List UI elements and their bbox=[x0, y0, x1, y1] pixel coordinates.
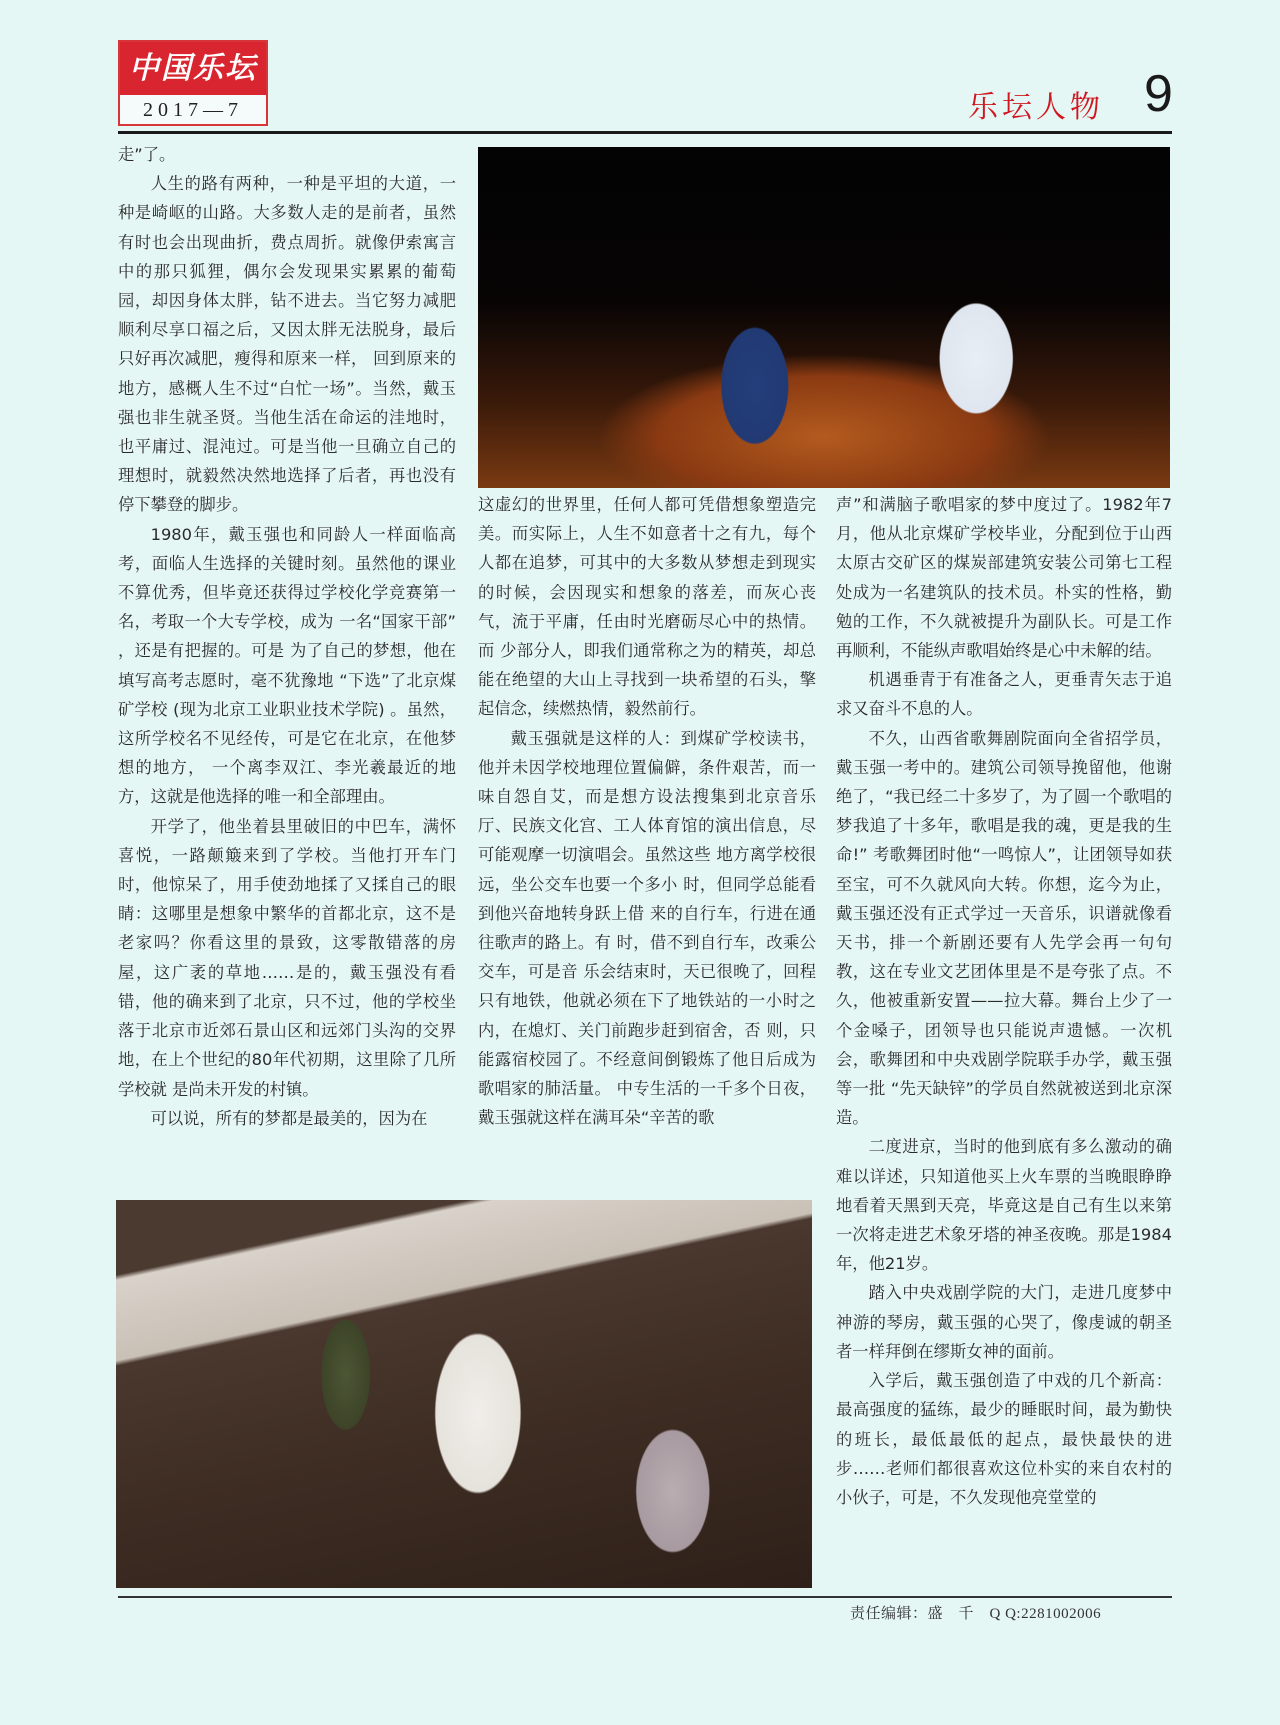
footer-divider bbox=[118, 1596, 1172, 1598]
bottom-stage-photo bbox=[116, 1200, 812, 1588]
article-column-3 bbox=[836, 490, 1172, 1512]
paragraph: 机遇垂青于有准备之人，更垂青矢志于追求又奋斗不息的人。 bbox=[836, 670, 1172, 719]
paragraph: 二度进京，当时的他到底有多么激动的确难以详述，只知道他买上火车票的当晚眼睁睁地看着天黑到天亮，毕竟这是自己有生以来第一次将走进艺术象牙塔的神圣夜晚。那是1984年，他21岁。 bbox=[836, 1137, 1172, 1274]
paragraph: 可以说，所有的梦都是最美的，因为在 bbox=[150, 1108, 428, 1128]
paragraph: 不久，山西省歌舞剧院面向全省招学员，戴玉强一考中的。建筑公司领导挽留他，他谢绝了，“我已经二十多岁了，为了圆一个歌唱的梦我追了十多年，歌唱是我的魂，更是我的生命!” 考歌舞团时他“一鸣惊人”，让团领导如获至宝，可不久就风向大转。你想，迄今为止，戴玉强还没有正式学过一天音乐，识谱就像看天书，排一个新剧还要有人先学会再一句句教，这在专业文艺团体里是不是夸张了点。不久，他被重新安置——拉大幕。舞台上少了一个金嗓子，团领导也只能说声遗憾。一次机会，歌舞团和中央戏剧学院联手办学，戴玉强等一批 “先天缺锌”的学员自然就被送到北京深造。 bbox=[836, 728, 1172, 1128]
paragraph: 走”了。 bbox=[118, 145, 176, 164]
paragraph: 1980年，戴玉强也和同龄人一样面临高考，面临人生选择的关键时刻。虽然他的课业不算优秀，但毕竟还获得过学校化学竞赛第一名，考取一个大专学校，成为 一名“国家干部” ，还是有把握的。可是 为了自己的梦想，他在填写高考志愿时，毫不犹豫地 “下选”了北京煤矿学校 (现为北京工业职业技术学院) 。虽然，这所学校名不见经传，可是它在北京，在他梦想的地方， 一个离李双江、李光羲最近的地方，这就是他选择的唯一和全部理由。 bbox=[118, 524, 456, 807]
paragraph: 开学了，他坐着县里破旧的中巴车，满怀喜悦，一路颠簸来到了学校。当他打开车门时，他惊呆了，用手使劲地揉了又揉自己的眼睛：这哪里是想象中繁华的首都北京，这不是老家吗？你看这里的景致，这零散错落的房屋，这广袤的草地……是的，戴玉强没有看错，他的确来到了北京，只不过，他的学校坐落于北京市近郊石景山区和远郊门头沟的交界地，在上个世纪的80年代初期，这里除了几所学校就 是尚未开发的村镇。 bbox=[118, 816, 456, 1099]
paragraph: 声”和满脑子歌唱家的梦中度过了。1982年7月，他从北京煤矿学校毕业，分配到位于山西太原古交矿区的煤炭部建筑安装公司第七工程处成为一名建筑队的技术员。朴实的性格，勤勉的工作，不久就被提升为副队长。可是工作再顺利，不能纵声歌唱始终是心中未解的结。 bbox=[836, 495, 1172, 661]
article-column-2 bbox=[478, 490, 816, 1132]
top-stage-photo bbox=[478, 147, 1170, 488]
masthead-logo bbox=[118, 40, 268, 126]
paragraph: 戴玉强就是这样的人：到煤矿学校读书，他并未因学校地理位置偏僻，条件艰苦，而一味自怨自艾，而是想方设法搜集到北京音乐厅、民族文化宫、工人体育馆的演出信息，尽可能观摩一切演唱会。虽然这些 地方离学校很远，坐公交车也要一个多小 时，但同学总能看到他兴奋地转身跃上借 来的自行车，行进在通往歌声的路上。有 时，借不到自行车，改乘公交车，可是音 乐会结束时，天已很晚了，回程只有地铁，他就必须在下了地铁站的一小时之内，在熄灯、关门前跑步赶到宿舍，否 则，只能露宿校园了。不经意间倒锻炼了他日后成为歌唱家的肺活量。 中专生活的一千多个日夜，戴玉强就这样在满耳朵“辛苦的歌 bbox=[478, 728, 816, 1128]
issue-date: 2017—7 bbox=[143, 99, 243, 121]
paragraph: 踏入中央戏剧学院的大门，走进几度梦中神游的琴房，戴玉强的心哭了，像虔诚的朝圣者一样拜倒在缪斯女神的面前。 bbox=[836, 1283, 1172, 1361]
header-divider bbox=[118, 131, 1172, 134]
paragraph: 人生的路有两种，一种是平坦的大道，一种是崎岖的山路。大多数人走的是前者，虽然有时也会出现曲折，费点周折。就像伊索寓言中的那只狐狸，偶尔会发现果实累累的葡萄园，却因身体太胖，钻不进去。当它努力减肥顺利尽享口福之后，又因太胖无法脱身，最后只好再次减肥，瘦得和原来一样， 回到原来的地方，感概人生不过“白忙一场”。当然，戴玉强也非生就圣贤。当他生活在命运的洼地时，也平庸过、混沌过。可是当他一旦确立自己的理想时，就毅然决然地选择了后者，再也没有停下攀登的脚步。 bbox=[118, 174, 456, 515]
article-column-1 bbox=[118, 140, 456, 1133]
paragraph: 这虚幻的世界里，任何人都可凭借想象塑造完美。而实际上，人生不如意者十之有九，每个人都在追梦，可其中的大多数从梦想走到现实的时候，会因现实和想象的落差，而灰心丧气，流于平庸，任由时光磨砺尽心中的热情。而 少部分人，即我们通常称之为的精英，却总能在绝望的大山上寻找到一块希望的石头，擎起信念，续燃热情，毅然前行。 bbox=[478, 495, 816, 719]
page-number: 9 bbox=[1144, 65, 1173, 123]
editor-credit: 责任编辑：盛 千 Q Q:2281002006 bbox=[850, 1606, 1102, 1622]
section-title: 乐坛人物 bbox=[968, 90, 1104, 125]
masthead-title: 中国乐坛 bbox=[120, 42, 266, 95]
paragraph: 入学后，戴玉强创造了中戏的几个新高：最高强度的猛练，最少的睡眠时间，最为勤快的班长，最低最低的起点，最快最快的进步……老师们都很喜欢这位朴实的来自农村的小伙子，可是，不久发现他亮堂堂的 bbox=[836, 1371, 1172, 1507]
